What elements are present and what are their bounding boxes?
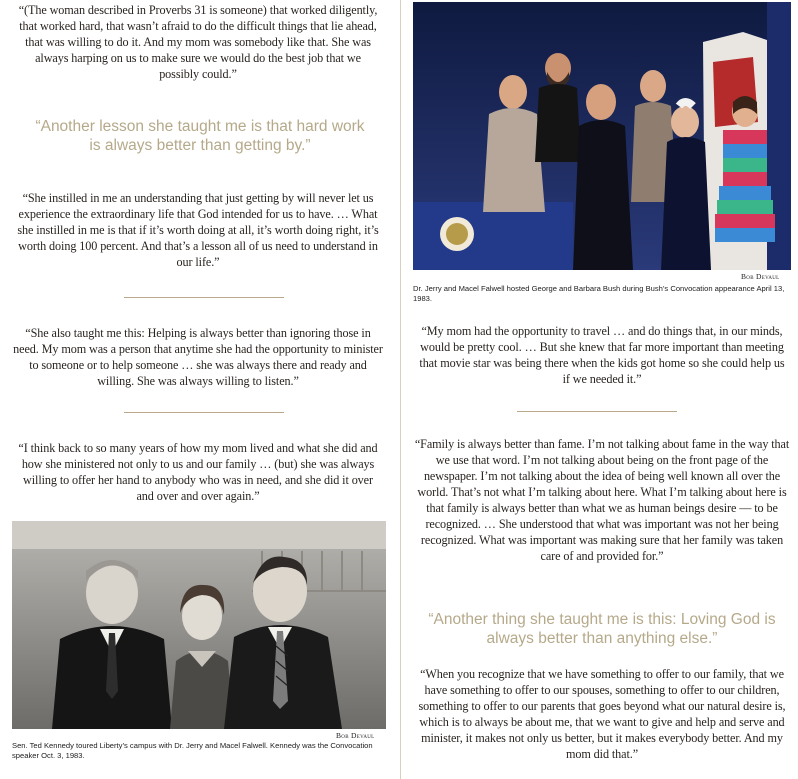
pull-quote-hard-work: “Another lesson she taught me is that hard work is always better than getting by.” bbox=[35, 118, 365, 154]
quote-ministered: “I think back to so many years of how my mom lived and what she did and how she ministered not only to us and our family … (but) she was always willing to offer her hand to anybody who was in need, and she did it over and over and over again.” bbox=[18, 441, 378, 503]
quote-family-fame: “Family is always better than fame. I’m not talking about fame in the way that we use that word. I’m not talking about being on the front page of the newspaper. I’m not talking about the idea of being well known all over the world. That’s not what I’m talking about here. What I’m talking about here is that family is always better than what we as human beings desire — to be recognized. … She understood that what was important was not her being recognized. What was important was making sure that her family was taken care of and provided for.” bbox=[414, 437, 790, 563]
quote-movie-star: “My mom had the opportunity to travel … and do things that, in our minds, would be pretty cool. … But she knew that far more important than meeting that movie star was being there when the kids got home so she could help us if we needed it.” bbox=[419, 324, 785, 386]
photo-credit: Bob Devaul bbox=[336, 731, 375, 740]
column-divider bbox=[400, 0, 401, 779]
photo-credit: Bob Devaul bbox=[741, 272, 780, 281]
kennedy-photo-illustration bbox=[12, 521, 386, 729]
quote-proverbs: “(The woman described in Proverbs 31 is someone) that worked diligently, that worked hard, that wasn’t afraid to do the difficult things that lie ahead, that was willing to do it. And my mom was somebody like that. She was always harping on us to make sure we would do the best job that we possibly could.” bbox=[18, 3, 378, 81]
quote-helping: “She also taught me this: Helping is always better than ignoring those in need. My mom was a person that anytime she had the opportunity to minister to someone or to help someone … she was always there and ready and willing. She was always willing to listen.” bbox=[13, 326, 383, 388]
bush-photo bbox=[413, 2, 791, 270]
photo-caption: Dr. Jerry and Macel Falwell hosted George and Barbara Bush during Bush’s Convocation appearance April 13, 1983. bbox=[413, 284, 785, 303]
kennedy-photo bbox=[12, 521, 386, 729]
quote-something-to-offer: “When you recognize that we have something to offer to our family, that we have something to offer to our spouses, something to offer to our children, something to offer to our parents that goes beyond what our natural desire is, which is to always be about me, that we want to give and help and serve and minister, it makes not only us better, but it makes everybody better. And my mom did that.” bbox=[418, 667, 786, 761]
bush-photo-illustration bbox=[413, 2, 791, 270]
separator-rule bbox=[124, 297, 284, 298]
separator-rule bbox=[124, 412, 284, 413]
quote-getting-by: “She instilled in me an understanding that just getting by will never let us experience the extraordinary life that God intended for us to have. … What she instilled in me is that if it’s worth doing at all, it’s worth doing right, it’s worth doing 100 percent. And that’s a lesson all of us need to understand in our life.” bbox=[17, 191, 379, 269]
pull-quote-loving-god: “Another thing she taught me is this: Loving God is always better than anything else.” bbox=[428, 611, 776, 647]
separator-rule bbox=[517, 411, 677, 412]
photo-caption: Sen. Ted Kennedy toured Liberty’s campus with Dr. Jerry and Macel Falwell. Kennedy was the Convocation speaker Oct. 3, 1983. bbox=[12, 741, 373, 760]
